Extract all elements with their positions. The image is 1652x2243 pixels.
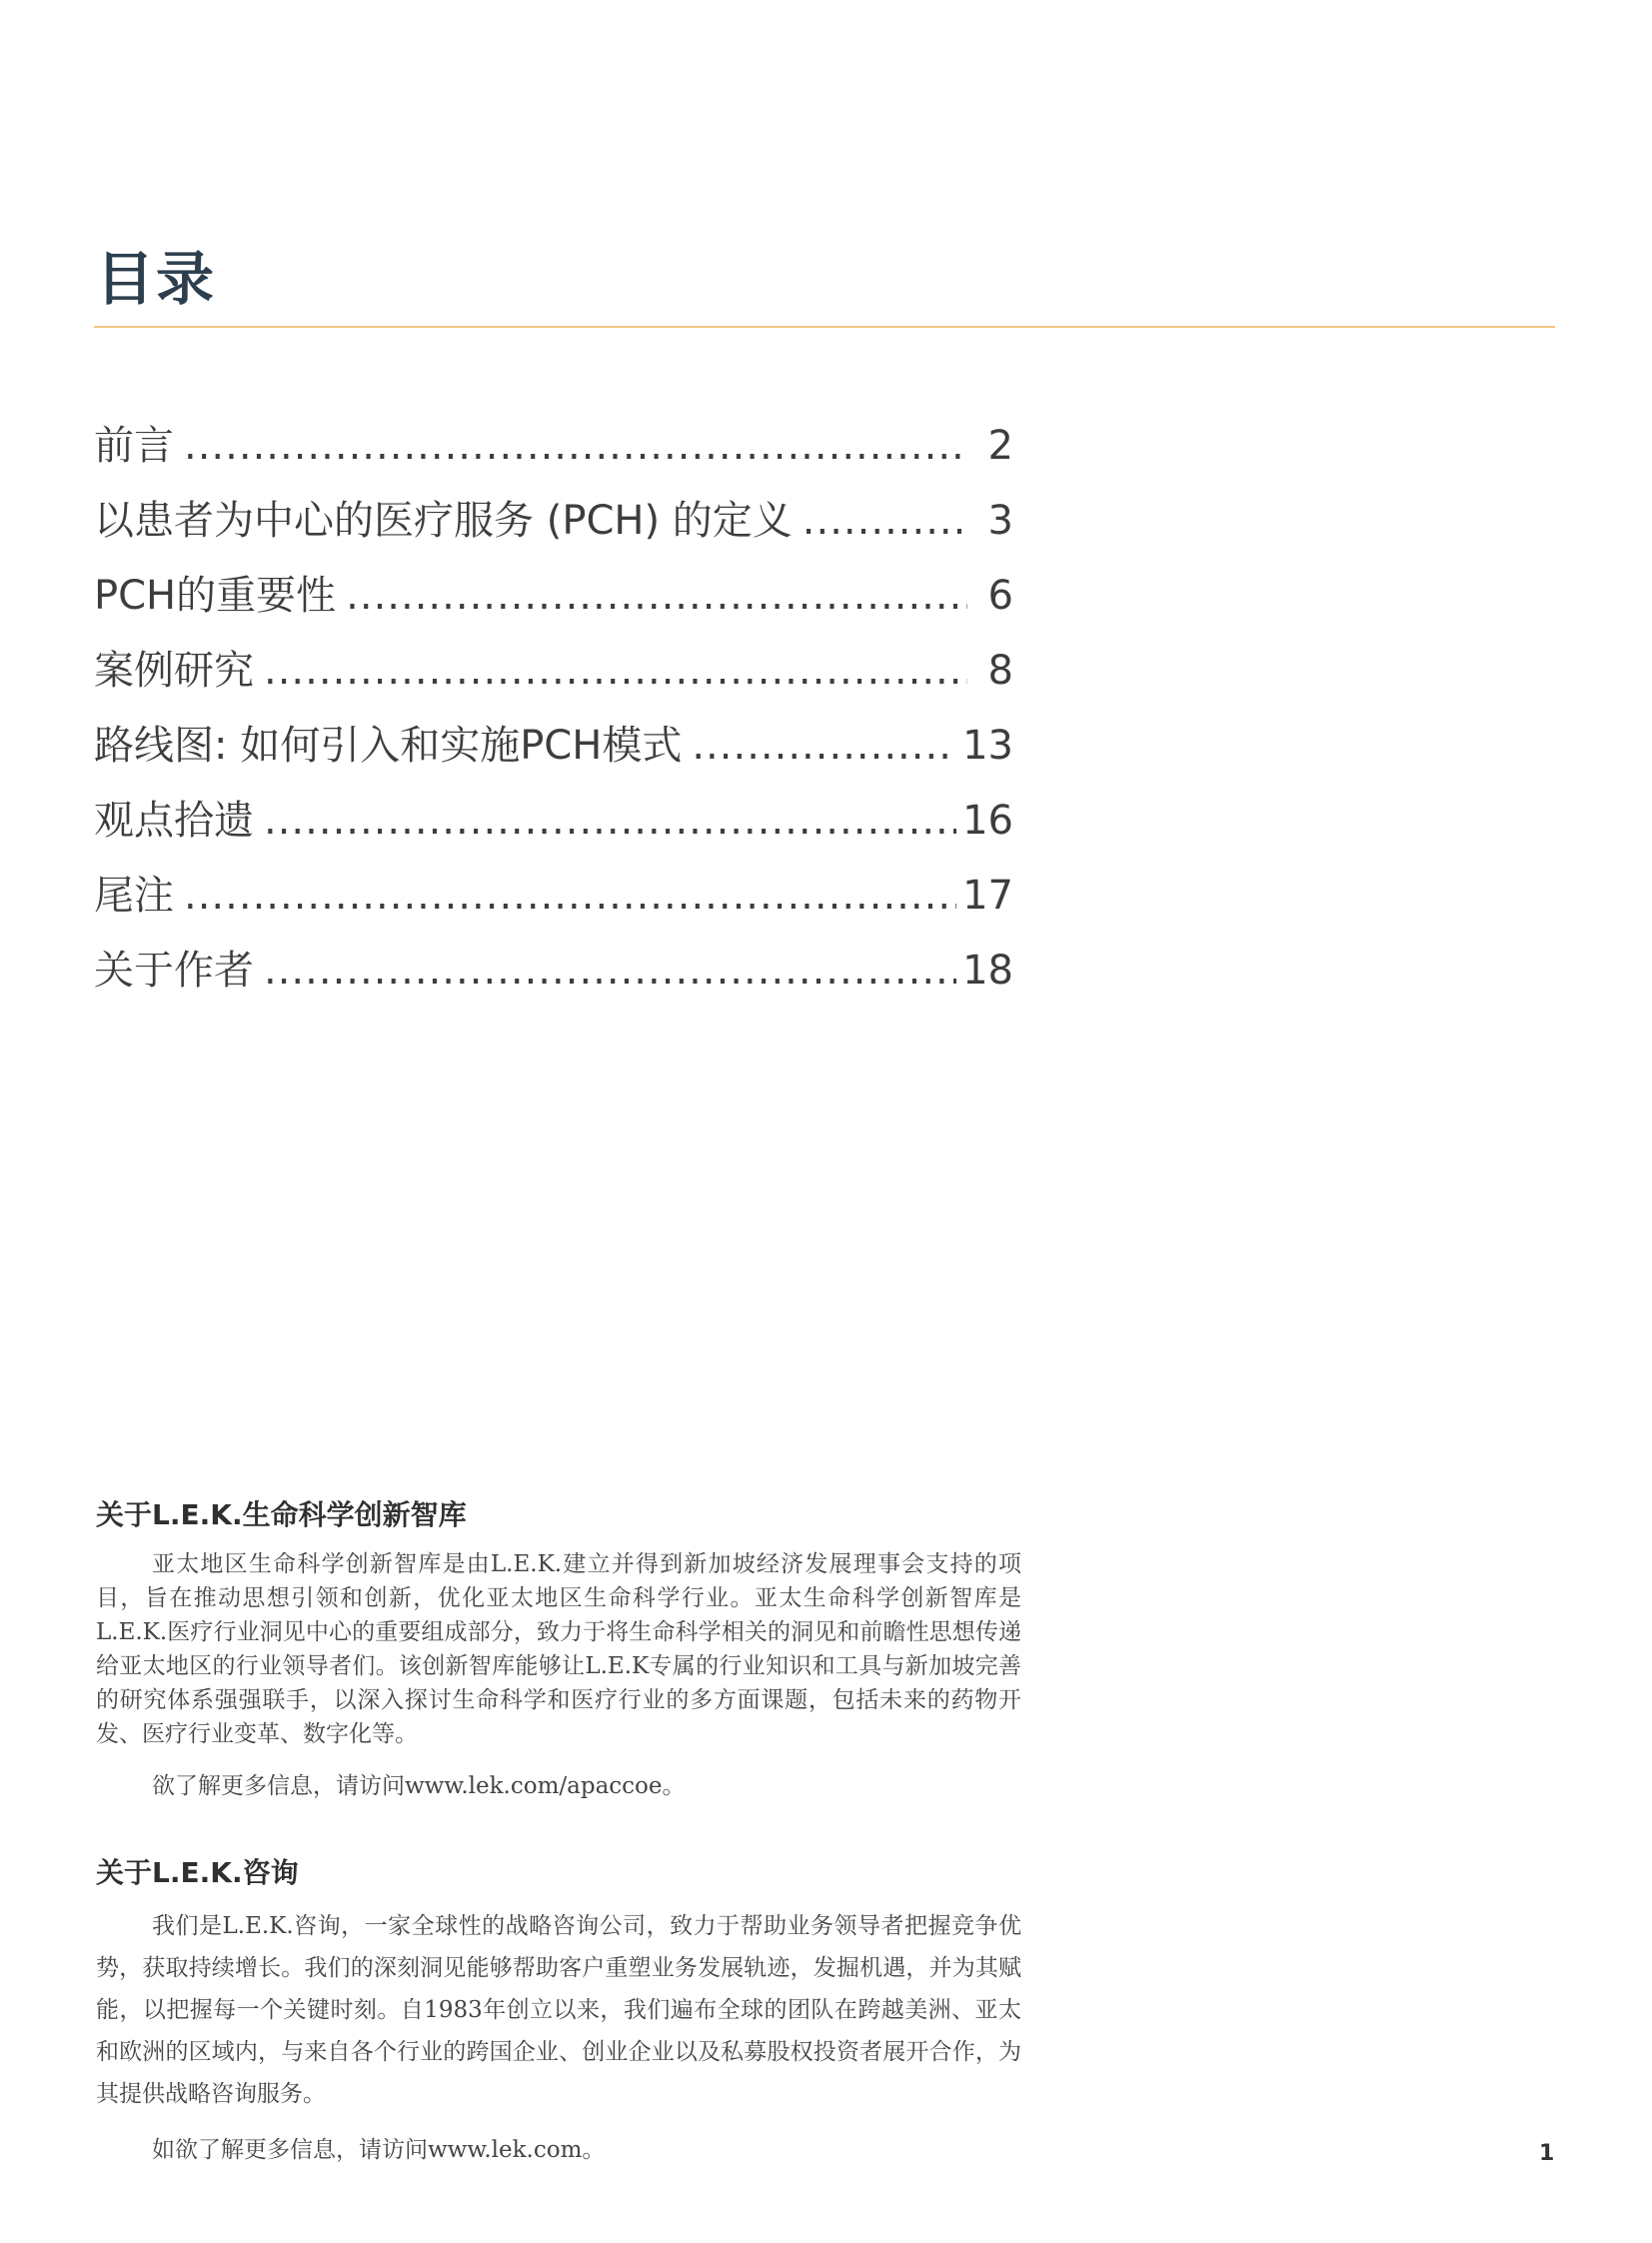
about-coe-heading: 关于L.E.K.生命科学创新智库: [96, 1498, 467, 1531]
about-lek-body: 我们是L.E.K.咨询，一家全球性的战略咨询公司，致力于帮助业务领导者把握竞争优势，获取持续增长。我们的深刻洞见能够帮助客户重塑业务发展轨迹，发掘机遇，并为其赋能，以把握每一个关键时刻。自1983年创立以来，我们遍布全球的团队在跨越美洲、亚太和欧洲的区域内，与来自各个行业的跨国企业、创业企业以及私募股权投资者展开合作，为其提供战略咨询服务。: [96, 1913, 1021, 2107]
toc-entry-pch-importance[interactable]: [94, 564, 1013, 639]
toc-entry-pch-definition[interactable]: [94, 489, 1013, 564]
toc-entry-label: 前言: [94, 423, 174, 469]
toc-entry-roadmap[interactable]: [94, 714, 1013, 789]
toc-entry-label: 观点拾遗: [94, 798, 254, 844]
about-coe-section: [96, 1493, 1021, 1803]
toc-entry-label: 路线图: 如何引入和实施PCH模式: [94, 723, 683, 769]
toc-entry-about-authors[interactable]: [94, 939, 1013, 1014]
toc-entry-page: 17: [962, 873, 1013, 919]
toc-entry-preface[interactable]: [94, 414, 1013, 489]
toc-entry-page: 8: [987, 648, 1013, 694]
toc-dot-leader: [184, 423, 967, 469]
about-coe-link-text[interactable]: 欲了解更多信息，请访问www.lek.com/apaccoe。: [152, 1773, 686, 1799]
toc-entry-page: 3: [987, 498, 1013, 544]
toc-entry-perspectives[interactable]: [94, 789, 1013, 864]
toc-dot-leader: [264, 648, 967, 694]
about-lek-section: [96, 1851, 1021, 2167]
about-lek-link-text[interactable]: 如欲了解更多信息，请访问www.lek.com。: [152, 2137, 606, 2163]
toc-entry-page: 6: [987, 573, 1013, 619]
about-lek-heading: 关于L.E.K.咨询: [96, 1856, 299, 1889]
table-of-contents: [94, 414, 1013, 1014]
toc-entry-label: 尾注: [94, 873, 174, 919]
toc-entry-page: 2: [987, 423, 1013, 469]
toc-entry-case-studies[interactable]: [94, 639, 1013, 714]
toc-entry-page: 13: [962, 723, 1013, 769]
toc-dot-leader: [692, 723, 956, 769]
toc-dot-leader: [346, 573, 967, 619]
page-number: 1: [1539, 2141, 1555, 2166]
toc-entry-endnotes[interactable]: [94, 864, 1013, 939]
title-divider: [94, 326, 1555, 328]
toc-entry-label: 关于作者: [94, 948, 254, 994]
toc-entry-page: 18: [962, 948, 1013, 994]
toc-entry-page: 16: [962, 798, 1013, 844]
toc-dot-leader: [184, 873, 956, 919]
toc-dot-leader: [264, 798, 956, 844]
page-title: 目录: [96, 245, 217, 313]
toc-entry-label: 案例研究: [94, 648, 254, 694]
toc-dot-leader: [803, 498, 967, 544]
toc-dot-leader: [264, 948, 956, 994]
toc-entry-label: PCH的重要性: [94, 573, 337, 619]
toc-entry-label: 以患者为中心的医疗服务 (PCH) 的定义: [94, 498, 793, 544]
about-coe-body: 亚太地区生命科学创新智库是由L.E.K.建立并得到新加坡经济发展理事会支持的项目，旨在推动思想引领和创新，优化亚太地区生命科学行业。亚太生命科学创新智库是L.E.K.医疗行业洞见中心的重要组成部分，致力于将生命科学相关的洞见和前瞻性思想传递给亚太地区的行业领导者们。该创新智库能够让L.E.K专属的行业知识和工具与新加坡完善的研究体系强强联手，以深入探讨生命科学和医疗行业的多方面课题，包括未来的药物开发、医疗行业变革、数字化等。: [96, 1551, 1021, 1747]
